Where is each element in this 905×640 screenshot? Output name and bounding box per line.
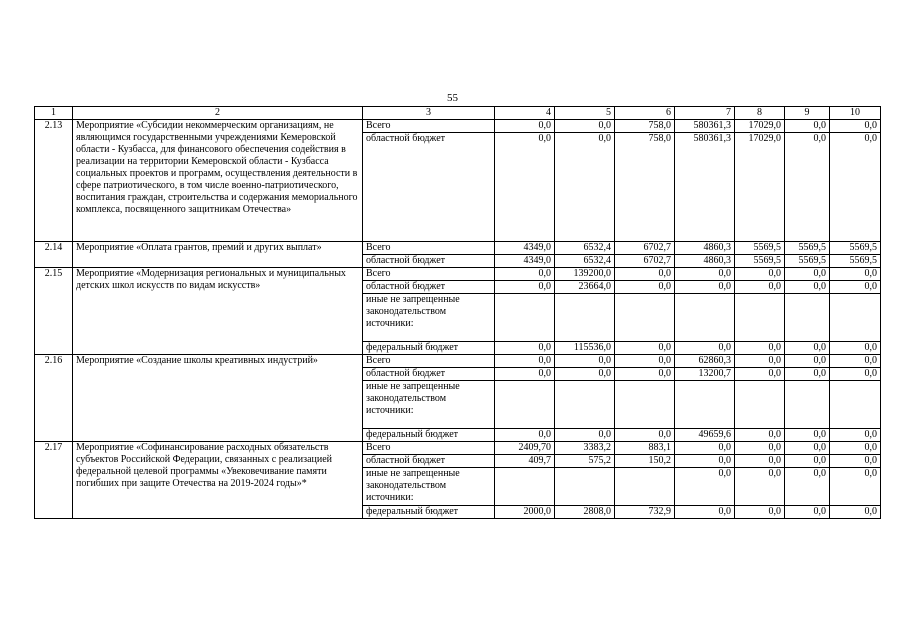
value-cell: 580361,3 xyxy=(675,120,735,133)
value-cell: 4349,0 xyxy=(495,255,555,268)
row-number: 2.14 xyxy=(35,242,73,268)
header-cell: 3 xyxy=(363,107,495,120)
value-cell: 0,0 xyxy=(615,268,675,281)
value-cell: 2000,0 xyxy=(495,506,555,519)
value-cell: 0,0 xyxy=(735,281,785,294)
value-cell: 0,0 xyxy=(830,268,881,281)
value-cell: 13200,7 xyxy=(675,368,735,381)
source-label: иные не запрещенные законодательством источники: xyxy=(363,294,495,342)
value-cell: 0,0 xyxy=(830,342,881,355)
empty-cell xyxy=(785,381,830,429)
value-cell: 0,0 xyxy=(785,120,830,133)
empty-cell xyxy=(735,381,785,429)
empty-cell xyxy=(495,381,555,429)
source-label: Всего xyxy=(363,120,495,133)
value-cell: 0,0 xyxy=(675,455,735,468)
value-cell: 150,2 xyxy=(615,455,675,468)
value-cell: 17029,0 xyxy=(735,120,785,133)
value-cell: 0,0 xyxy=(785,133,830,242)
value-cell: 5569,5 xyxy=(830,255,881,268)
value-cell: 23664,0 xyxy=(555,281,615,294)
value-cell: 0,0 xyxy=(735,429,785,442)
header-cell: 2 xyxy=(73,107,363,120)
empty-cell xyxy=(675,381,735,429)
value-cell: 0,0 xyxy=(785,355,830,368)
value-cell: 49659,6 xyxy=(675,429,735,442)
table-row xyxy=(35,442,881,455)
empty-cell xyxy=(615,381,675,429)
empty-cell xyxy=(555,468,615,506)
value-cell: 732,9 xyxy=(615,506,675,519)
header-row xyxy=(35,107,881,120)
value-cell: 0,0 xyxy=(495,268,555,281)
value-cell: 0,0 xyxy=(675,268,735,281)
value-cell: 0,0 xyxy=(615,281,675,294)
value-cell: 0,0 xyxy=(830,120,881,133)
value-cell: 0,0 xyxy=(555,133,615,242)
empty-cell xyxy=(830,294,881,342)
value-cell: 0,0 xyxy=(785,342,830,355)
empty-cell xyxy=(495,294,555,342)
value-cell: 0,0 xyxy=(735,468,785,506)
value-cell: 0,0 xyxy=(735,442,785,455)
value-cell: 0,0 xyxy=(735,455,785,468)
value-cell: 0,0 xyxy=(785,506,830,519)
value-cell: 6702,7 xyxy=(615,255,675,268)
header-cell: 1 xyxy=(35,107,73,120)
value-cell: 0,0 xyxy=(830,506,881,519)
value-cell: 4349,0 xyxy=(495,242,555,255)
source-label: федеральный бюджет xyxy=(363,506,495,519)
value-cell: 0,0 xyxy=(495,342,555,355)
source-label: областной бюджет xyxy=(363,255,495,268)
activity-name: Мероприятие «Оплата грантов, премий и других выплат» xyxy=(73,242,363,268)
value-cell: 2808,0 xyxy=(555,506,615,519)
value-cell: 0,0 xyxy=(675,342,735,355)
value-cell: 0,0 xyxy=(830,455,881,468)
source-label: иные не запрещенные законодательством источники: xyxy=(363,381,495,429)
budget-table xyxy=(34,106,881,519)
table-row xyxy=(35,355,881,368)
source-label: иные не запрещенные законодательством источники: xyxy=(363,468,495,506)
source-label: областной бюджет xyxy=(363,368,495,381)
value-cell: 0,0 xyxy=(735,506,785,519)
row-number: 2.13 xyxy=(35,120,73,242)
value-cell: 6702,7 xyxy=(615,242,675,255)
value-cell: 0,0 xyxy=(830,368,881,381)
value-cell: 2409,70 xyxy=(495,442,555,455)
value-cell: 3383,2 xyxy=(555,442,615,455)
row-number: 2.15 xyxy=(35,268,73,355)
value-cell: 0,0 xyxy=(675,442,735,455)
value-cell: 0,0 xyxy=(495,281,555,294)
page-number: 55 xyxy=(447,92,458,104)
row-number: 2.17 xyxy=(35,442,73,519)
value-cell: 0,0 xyxy=(555,429,615,442)
value-cell: 0,0 xyxy=(785,268,830,281)
value-cell: 580361,3 xyxy=(675,133,735,242)
source-label: Всего xyxy=(363,355,495,368)
value-cell: 758,0 xyxy=(615,120,675,133)
value-cell: 5569,5 xyxy=(785,242,830,255)
value-cell: 62860,3 xyxy=(675,355,735,368)
value-cell: 139200,0 xyxy=(555,268,615,281)
source-label: федеральный бюджет xyxy=(363,342,495,355)
empty-cell xyxy=(555,381,615,429)
empty-cell xyxy=(735,294,785,342)
empty-cell xyxy=(615,294,675,342)
value-cell: 0,0 xyxy=(495,368,555,381)
value-cell: 0,0 xyxy=(735,355,785,368)
source-label: федеральный бюджет xyxy=(363,429,495,442)
value-cell: 0,0 xyxy=(830,281,881,294)
value-cell: 0,0 xyxy=(495,120,555,133)
value-cell: 0,0 xyxy=(495,133,555,242)
header-cell: 7 xyxy=(675,107,735,120)
value-cell: 758,0 xyxy=(615,133,675,242)
source-label: Всего xyxy=(363,242,495,255)
source-label: Всего xyxy=(363,442,495,455)
source-label: областной бюджет xyxy=(363,281,495,294)
value-cell: 5569,5 xyxy=(735,255,785,268)
header-cell: 4 xyxy=(495,107,555,120)
header-cell: 9 xyxy=(785,107,830,120)
value-cell: 0,0 xyxy=(615,342,675,355)
row-number: 2.16 xyxy=(35,355,73,442)
value-cell: 0,0 xyxy=(555,355,615,368)
value-cell: 0,0 xyxy=(675,506,735,519)
empty-cell xyxy=(830,381,881,429)
value-cell: 0,0 xyxy=(675,281,735,294)
table-row xyxy=(35,268,881,281)
source-label: областной бюджет xyxy=(363,455,495,468)
value-cell: 115536,0 xyxy=(555,342,615,355)
value-cell: 0,0 xyxy=(785,368,830,381)
activity-name: Мероприятие «Создание школы креативных индустрий» xyxy=(73,355,363,442)
header-cell: 6 xyxy=(615,107,675,120)
value-cell: 0,0 xyxy=(830,468,881,506)
value-cell: 0,0 xyxy=(735,368,785,381)
empty-cell xyxy=(615,468,675,506)
empty-cell xyxy=(785,294,830,342)
value-cell: 0,0 xyxy=(615,355,675,368)
value-cell: 5569,5 xyxy=(830,242,881,255)
value-cell: 0,0 xyxy=(735,342,785,355)
value-cell: 0,0 xyxy=(785,442,830,455)
value-cell: 5569,5 xyxy=(735,242,785,255)
value-cell: 0,0 xyxy=(495,355,555,368)
value-cell: 0,0 xyxy=(555,368,615,381)
value-cell: 0,0 xyxy=(675,468,735,506)
header-cell: 8 xyxy=(735,107,785,120)
table-row xyxy=(35,120,881,133)
activity-name: Мероприятие «Софинансирование расходных обязательств субъектов Российской Федерации, связанных с реализацией федеральной целевой программы «Увековечивание памяти погибших при защите Отечества на 2019-2024 годы»* xyxy=(73,442,363,519)
activity-name: Мероприятие «Модернизация региональных и муниципальных детских школ искусств по видам искусств» xyxy=(73,268,363,355)
empty-cell xyxy=(555,294,615,342)
value-cell: 0,0 xyxy=(495,429,555,442)
value-cell: 0,0 xyxy=(555,120,615,133)
value-cell: 0,0 xyxy=(830,133,881,242)
source-label: областной бюджет xyxy=(363,133,495,242)
header-cell: 5 xyxy=(555,107,615,120)
value-cell: 6532,4 xyxy=(555,242,615,255)
value-cell: 0,0 xyxy=(785,468,830,506)
value-cell: 0,0 xyxy=(785,455,830,468)
value-cell: 0,0 xyxy=(735,268,785,281)
value-cell: 0,0 xyxy=(830,355,881,368)
value-cell: 0,0 xyxy=(785,429,830,442)
value-cell: 0,0 xyxy=(785,281,830,294)
empty-cell xyxy=(675,294,735,342)
table-row xyxy=(35,242,881,255)
empty-cell xyxy=(495,468,555,506)
header-cell: 10 xyxy=(830,107,881,120)
value-cell: 0,0 xyxy=(615,368,675,381)
activity-name: Мероприятие «Субсидии некоммерческим организациям, не являющимся государственными учреждениями Кемеровской области - Кузбасса, для финансового обеспечения содействия в реализации на территории Кемеровской области - Кузбасса социальных проектов и программ, осуществления деятельности в сфере патриотического, в том числе военно-патриотического, воспитания граждан, строительства и содержания мемориального комплекса, посвященного защитникам Отечества» xyxy=(73,120,363,242)
value-cell: 5569,5 xyxy=(785,255,830,268)
value-cell: 0,0 xyxy=(830,442,881,455)
value-cell: 0,0 xyxy=(830,429,881,442)
source-label: Всего xyxy=(363,268,495,281)
value-cell: 17029,0 xyxy=(735,133,785,242)
value-cell: 575,2 xyxy=(555,455,615,468)
value-cell: 4860,3 xyxy=(675,255,735,268)
value-cell: 0,0 xyxy=(615,429,675,442)
value-cell: 409,7 xyxy=(495,455,555,468)
value-cell: 6532,4 xyxy=(555,255,615,268)
value-cell: 4860,3 xyxy=(675,242,735,255)
value-cell: 883,1 xyxy=(615,442,675,455)
